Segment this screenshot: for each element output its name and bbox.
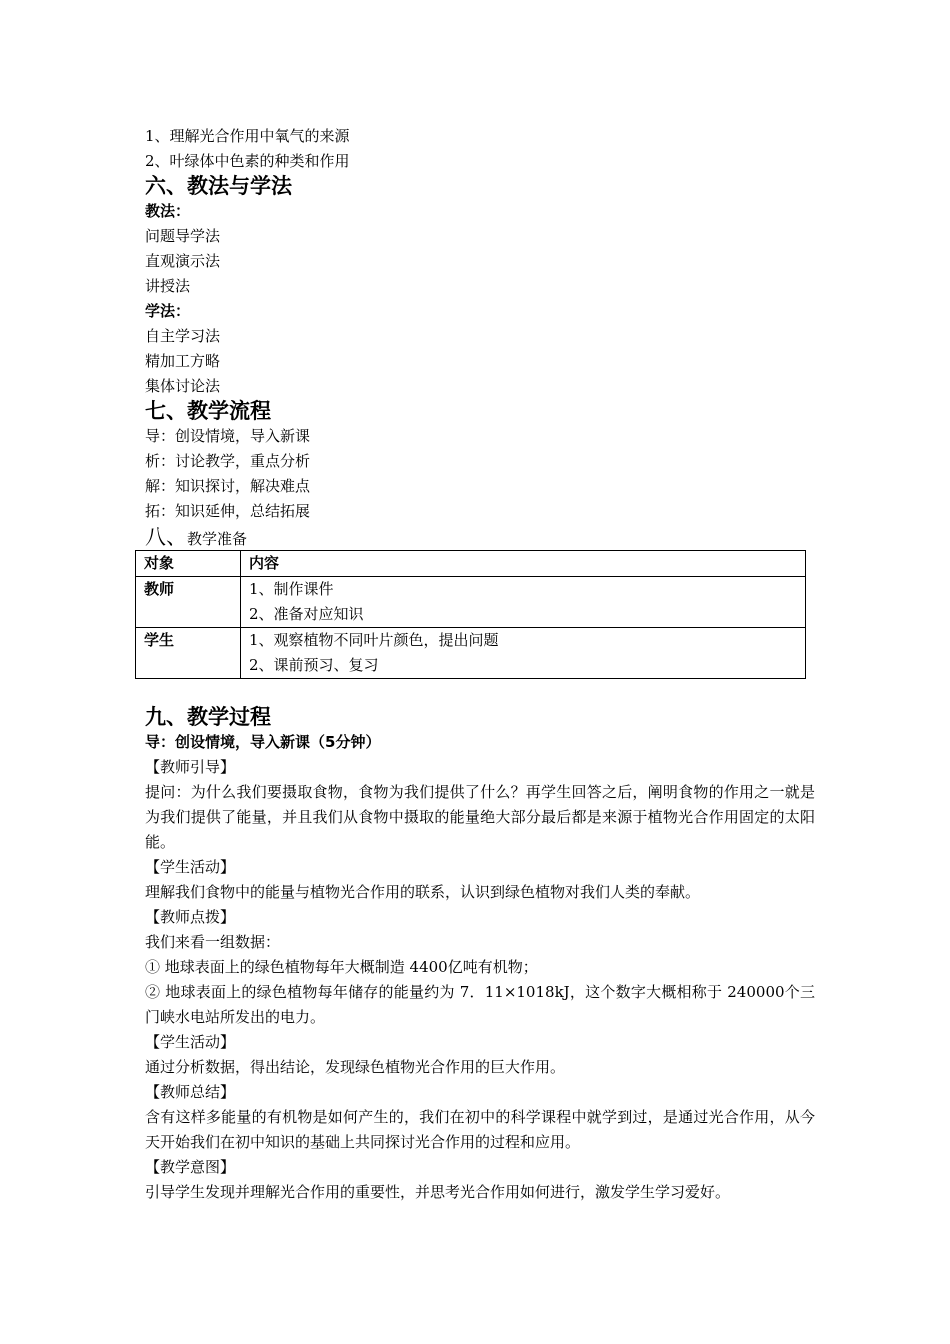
table-cell-content <box>241 577 806 628</box>
process-block: 提问：为什么我们要摄取食物，食物为我们提供了什么？再学生回答之后，阐明食物的作用之一就是为我们提供了能量，并且我们从食物中摄取的能量绝大部分最后都是来源于植物光合作用固定的太阳能。 <box>145 783 815 851</box>
section-8-number: 八、 <box>145 525 187 549</box>
table-cell-who: 教师 <box>136 577 241 628</box>
teach-method-label: 教法： <box>145 202 191 220</box>
table-cell-line: 1、制作课件 <box>249 580 334 598</box>
document-page <box>145 124 815 1205</box>
section-6-heading: 六、教法与学法 <box>145 174 292 198</box>
difficulty-item: 1、理解光合作用中氧气的来源 <box>145 127 350 145</box>
table-row <box>136 577 806 628</box>
process-block: 【教学意图】 <box>145 1158 236 1176</box>
table-cell-line: 1、观察植物不同叶片颜色，提出问题 <box>249 631 499 649</box>
process-block: ② 地球表面上的绿色植物每年储存的能量约为 7．11×1018kJ，这个数字大概相称于 240000个三门峡水电站所发出的电力。 <box>145 983 815 1026</box>
process-block: 【学生活动】 <box>145 1033 236 1051</box>
process-block: 引导学生发现并理解光合作用的重要性，并思考光合作用如何进行，激发学生学习爱好。 <box>145 1183 731 1201</box>
preparation-table <box>135 550 806 679</box>
section-8-heading <box>145 524 815 550</box>
table-row <box>136 628 806 679</box>
difficulty-item: 2、叶绿体中色素的种类和作用 <box>145 152 350 170</box>
teach-method-item: 问题导学法 <box>145 227 221 245</box>
table-header-row <box>136 551 806 577</box>
section-7-heading: 七、教学流程 <box>145 399 271 423</box>
flow-step: 导：创设情境，导入新课 <box>145 427 311 445</box>
table-cell-content <box>241 628 806 679</box>
table-cell-line: 2、课前预习、复习 <box>249 656 379 674</box>
table-cell-who: 学生 <box>136 628 241 679</box>
flow-step: 拓：知识延伸，总结拓展 <box>145 502 311 520</box>
section-9-heading: 九、教学过程 <box>145 705 271 729</box>
process-block: ① 地球表面上的绿色植物每年大概制造 4400亿吨有机物； <box>145 958 538 976</box>
section-9-subheading: 导：创设情境，导入新课（5分钟） <box>145 733 381 751</box>
process-block: 【教师点拨】 <box>145 908 236 926</box>
section-8-title: 教学准备 <box>187 530 248 548</box>
learn-method-item: 精加工方略 <box>145 352 221 370</box>
process-block: 【教师总结】 <box>145 1083 236 1101</box>
learn-method-item: 集体讨论法 <box>145 377 221 395</box>
learn-method-label: 学法： <box>145 302 191 320</box>
spacer <box>145 679 815 705</box>
flow-step: 解：知识探讨，解决难点 <box>145 477 311 495</box>
table-cell-line: 2、准备对应知识 <box>249 605 364 623</box>
learn-method-item: 自主学习法 <box>145 327 221 345</box>
process-block: 含有这样多能量的有机物是如何产生的，我们在初中的科学课程中就学到过，是通过光合作用，从今天开始我们在初中知识的基础上共同探讨光合作用的过程和应用。 <box>145 1108 815 1151</box>
process-block: 通过分析数据，得出结论，发现绿色植物光合作用的巨大作用。 <box>145 1058 566 1076</box>
table-header-cell: 对象 <box>136 551 241 577</box>
table-header-cell: 内容 <box>241 551 806 577</box>
teach-method-item: 讲授法 <box>145 277 191 295</box>
process-block: 理解我们食物中的能量与植物光合作用的联系，认识到绿色植物对我们人类的奉献。 <box>145 883 701 901</box>
process-block: 我们来看一组数据： <box>145 933 281 951</box>
process-block: 【教师引导】 <box>145 758 236 776</box>
process-block: 【学生活动】 <box>145 858 236 876</box>
flow-step: 析：讨论教学，重点分析 <box>145 452 311 470</box>
teach-method-item: 直观演示法 <box>145 252 221 270</box>
